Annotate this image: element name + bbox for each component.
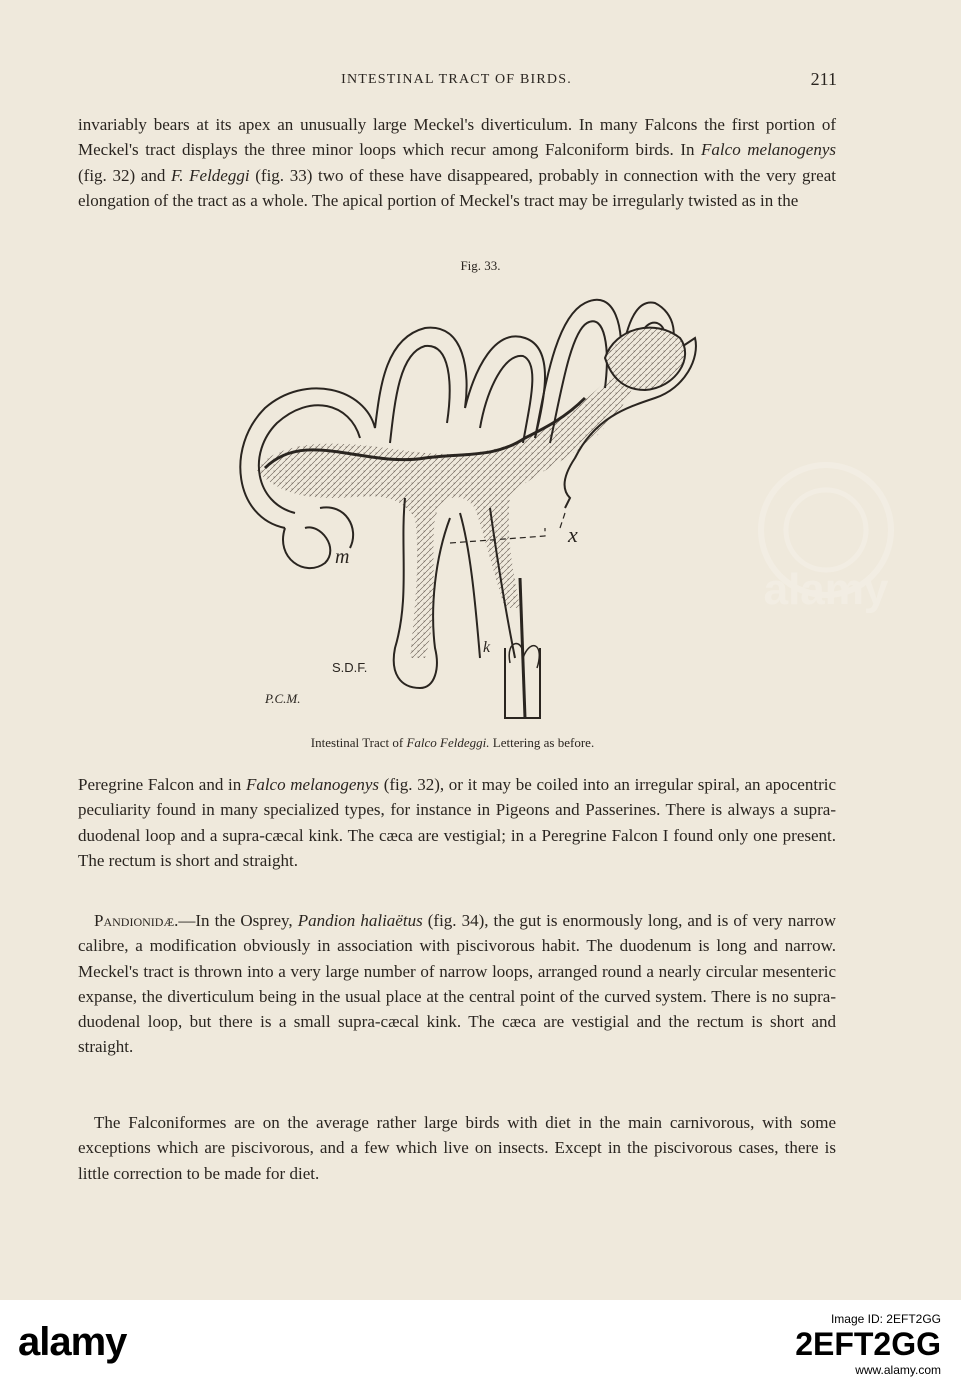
stock-footer xyxy=(0,1300,961,1390)
footer-image-id xyxy=(795,1312,941,1377)
figure-letter-x: x xyxy=(568,522,578,547)
paragraph-2-text-1: Peregrine Falcon and in xyxy=(78,775,246,794)
descending-tube-mid xyxy=(460,513,480,658)
species-falco-melanogenys-2: Falco melanogenys xyxy=(245,775,380,794)
footer-url: www.alamy.com xyxy=(855,1363,941,1377)
species-pandion-haliaetus: Pandion haliaëtus xyxy=(297,911,423,930)
paragraph-3 xyxy=(78,908,836,1060)
footer-image-id-code: 2EFT2GG xyxy=(795,1326,941,1362)
paragraph-1-text-1: invariably bears at its apex an unusually large Meckel's diverticulum. In many Falcons the first portion of Meckel's tract displays the three minor loops which recur among Falconiform birds. In xyxy=(78,115,836,160)
alamy-watermark xyxy=(721,445,931,705)
figure-letter-m: m xyxy=(335,546,350,568)
running-head xyxy=(76,69,837,92)
paragraph-1-text-3: (fig. 33) two of these have disappeared, probably in connection with the very great elongation of the tract as a whole. The apical portion of Meckel's tract may be irregularly twisted as in the xyxy=(78,165,836,210)
figure-caption xyxy=(0,735,905,751)
paragraph-3-text-1: —In the Osprey, xyxy=(178,911,298,930)
page-number: 211 xyxy=(810,69,837,89)
mesentery-shading xyxy=(255,348,638,658)
paragraph-4: The Falconiformes are on the average rather large birds with diet in the main carnivorous, with some exceptions which are piscivorous, and a few which live on insects. Except in the piscivorous cases, there is little correction to be made for diet. xyxy=(78,1113,836,1183)
footer-image-id-label: Image ID: 2EFT2GG xyxy=(830,1312,941,1326)
footer-brand-logo: alamy xyxy=(18,1320,127,1364)
watermark-text: alamy xyxy=(763,565,889,614)
running-title: INTESTINAL TRACT OF BIRDS. xyxy=(341,72,572,87)
paragraph-1 xyxy=(78,112,836,213)
caption-species: Falco Feldeggi. xyxy=(406,735,490,750)
paragraph-3-text-2: (fig. 34), the gut is enormously long, and is of very narrow calibre, a modification obviously in association with piscivorous habit. The duodenum is long and narrow. Meckel's tract is thrown into a very large number of narrow loops, arranged round a nearly circular mesenteric expanse, the diverticulum being in the usual place at the central point of the curved system. There is no supra-duodenal loop, but there is a small supra-cæcal kink. The cæca are vestigial and the rectum is short and straight. xyxy=(78,911,836,1057)
family-heading-pandionidae: Pandionidæ. xyxy=(94,911,179,930)
paragraph-2-text-2: (fig. 32), or it may be coiled into an irregular spiral, an apocentric peculiarity found in many specialized types, for instance in Pigeons and Passerines. There is always a supra-duodenal loop and a supra-cæcal kink. The cæca are vestigial; in a Peregrine Falcon I found only one present. The rectum is short and straight. xyxy=(78,775,836,870)
figure-letter-sdf: S.D.F. xyxy=(332,660,368,675)
species-falco-melanogenys: Falco melanogenys xyxy=(701,140,836,160)
figure-label: Fig. 33. xyxy=(460,258,501,273)
paragraph-2 xyxy=(78,772,836,873)
species-f-feldeggi: F. Feldeggi xyxy=(171,165,250,185)
caption-suffix: Lettering as before. xyxy=(489,735,595,750)
paragraph-1-text-2: (fig. 32) and xyxy=(78,165,172,185)
intestinal-tract-illustration xyxy=(225,278,700,723)
figure-letter-k: k xyxy=(483,639,491,656)
caption-prefix: Intestinal Tract of xyxy=(310,735,407,750)
illustrator-signature: P.C.M. xyxy=(265,691,301,706)
